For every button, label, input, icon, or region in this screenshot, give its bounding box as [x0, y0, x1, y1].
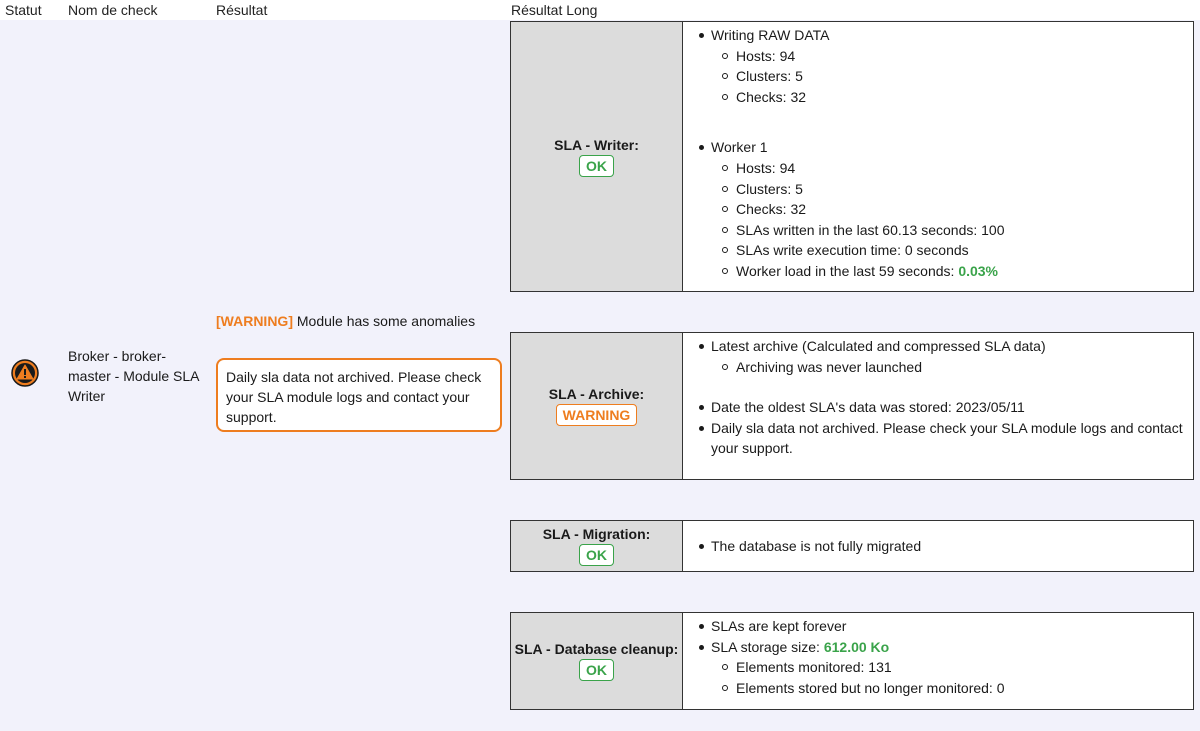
sla-migration-details — [683, 521, 1193, 571]
short-result-text: Module has some anomalies — [296, 313, 476, 329]
list-item: Clusters: 5 — [722, 179, 1185, 200]
list-item — [697, 637, 1185, 658]
list-item: Hosts: 94 — [722, 158, 1185, 179]
list-item: Hosts: 94 — [722, 46, 1185, 67]
header-check-name[interactable]: Nom de check — [68, 2, 158, 18]
list-item: Date the oldest SLA's data was stored: 2023/05/11 — [697, 397, 1185, 418]
sla-cleanup-section — [510, 612, 1194, 710]
sla-writer-section — [510, 21, 1194, 292]
warning-triangle-icon — [11, 359, 39, 387]
sla-migration-label: SLA - Migration: — [542, 526, 651, 542]
sla-cleanup-details — [683, 613, 1193, 709]
list-item: SLAs are kept forever — [697, 616, 1185, 637]
result-detail-text: Daily sla data not archived. Please check your SLA module logs and contact your support. — [226, 369, 482, 425]
short-result — [216, 312, 475, 330]
sla-cleanup-status-badge: OK — [579, 659, 614, 681]
header-status[interactable]: Statut — [5, 2, 42, 18]
table-header — [0, 0, 1200, 20]
warning-tag: [WARNING] — [216, 313, 293, 329]
header-long-result[interactable]: Résultat Long — [511, 2, 598, 18]
list-item: Elements monitored: 131 — [722, 657, 1185, 678]
sla-archive-label: SLA - Archive: — [548, 386, 645, 402]
list-item — [722, 261, 1185, 282]
sla-archive-section — [510, 332, 1194, 480]
list-item: Latest archive (Calculated and compressed SLA data) — [697, 336, 1185, 357]
sla-writer-status-badge: OK — [579, 155, 614, 177]
list-item: The database is not fully migrated — [697, 536, 921, 557]
sla-cleanup-label-cell — [511, 613, 683, 709]
check-name[interactable]: Broker - broker-master - Module SLA Writer — [68, 348, 199, 404]
list-item: Clusters: 5 — [722, 66, 1185, 87]
result-detail-box — [216, 358, 502, 432]
list-item: SLAs written in the last 60.13 seconds: 100 — [722, 220, 1185, 241]
sla-migration-section — [510, 520, 1194, 572]
sla-writer-label-cell — [511, 22, 683, 291]
list-item: Checks: 32 — [722, 199, 1185, 220]
worker-load-label: Worker load in the last 59 seconds: — [736, 262, 959, 279]
sla-archive-details — [683, 333, 1193, 479]
sla-writer-details — [683, 22, 1193, 291]
header-result[interactable]: Résultat — [216, 2, 268, 18]
sla-archive-status-badge: WARNING — [556, 404, 638, 426]
list-item: Worker 1 — [697, 137, 1185, 158]
list-item: SLAs write execution time: 0 seconds — [722, 240, 1185, 261]
sla-migration-label-cell — [511, 521, 683, 571]
storage-size-value: 612.00 Ko — [823, 638, 890, 655]
list-item: Daily sla data not archived. Please check your SLA module logs and contact your support. — [697, 418, 1185, 459]
worker-load-value: 0.03% — [958, 262, 999, 279]
sla-cleanup-label: SLA - Database cleanup: — [514, 641, 679, 657]
list-item: Archiving was never launched — [722, 357, 1185, 378]
list-item: Elements stored but no longer monitored: 0 — [722, 678, 1185, 699]
sla-writer-label: SLA - Writer: — [554, 136, 639, 153]
list-item: Checks: 32 — [722, 87, 1185, 108]
sla-archive-label-cell — [511, 333, 683, 479]
storage-size-label: SLA storage size: — [711, 638, 824, 655]
sla-migration-status-badge: OK — [579, 544, 614, 566]
list-item: Writing RAW DATA — [697, 25, 1185, 46]
